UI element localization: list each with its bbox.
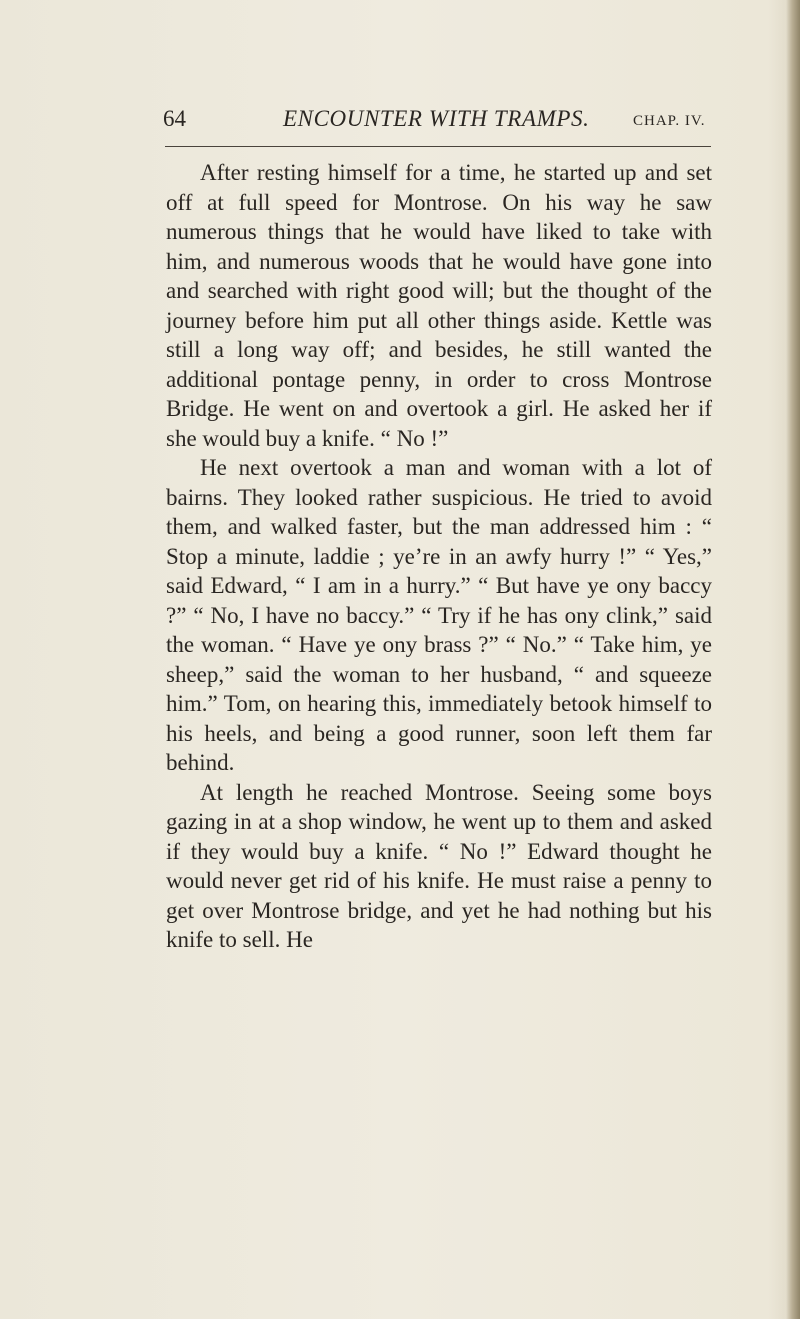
running-title: ENCOUNTER WITH TRAMPS. [283,106,590,131]
page-number: 64 [163,106,186,131]
header-rule [165,146,711,147]
running-header [163,104,713,134]
paragraph: At length he reached Montrose. Seeing some boys gazing in at a shop window, he went up to them and asked if they would buy a knife. “ No !” Edward thought he would never get rid of his knife. He must raise a penny to get over Montrose bridge, and yet he had nothing but his knife to sell. He [166,779,712,952]
body-text [166,158,712,955]
chapter-label: CHAP. IV. [633,113,706,129]
paragraph: After resting himself for a time, he started up and set off at full speed for Montrose. On his way he saw numerous things that he would have liked to take with him, and numerous woods that he would have gone into and searched with right good will; but the thought of the journey before him put all other things aside. Kettle was still a long way off; and besides, he still wanted the additional pontage penny, in order to cross Montrose Bridge. He went on and overtook a girl. He asked her if she would buy a knife. “ No !” [166,160,712,451]
page-edge-shadow [786,0,800,1319]
paragraph: He next overtook a man and woman with a lot of bairns. They looked rather suspicious. He tried to avoid them, and walked faster, but the man addressed him : “ Stop a minute, laddie ; ye’re in an awfy hurry !” “ Yes,” said Edward, “ I am in a hurry.” “ But have ye ony baccy ?” “ No, I have no baccy.” “ Try if he has ony clink,” said the woman. “ Have ye ony brass ?” “ No.” “ Take him, ye sheep,” said the woman to her husband, “ and squeeze him.” Tom, on hearing this, immediately betook himself to his heels, and being a good runner, soon left them far behind. [166,455,712,775]
